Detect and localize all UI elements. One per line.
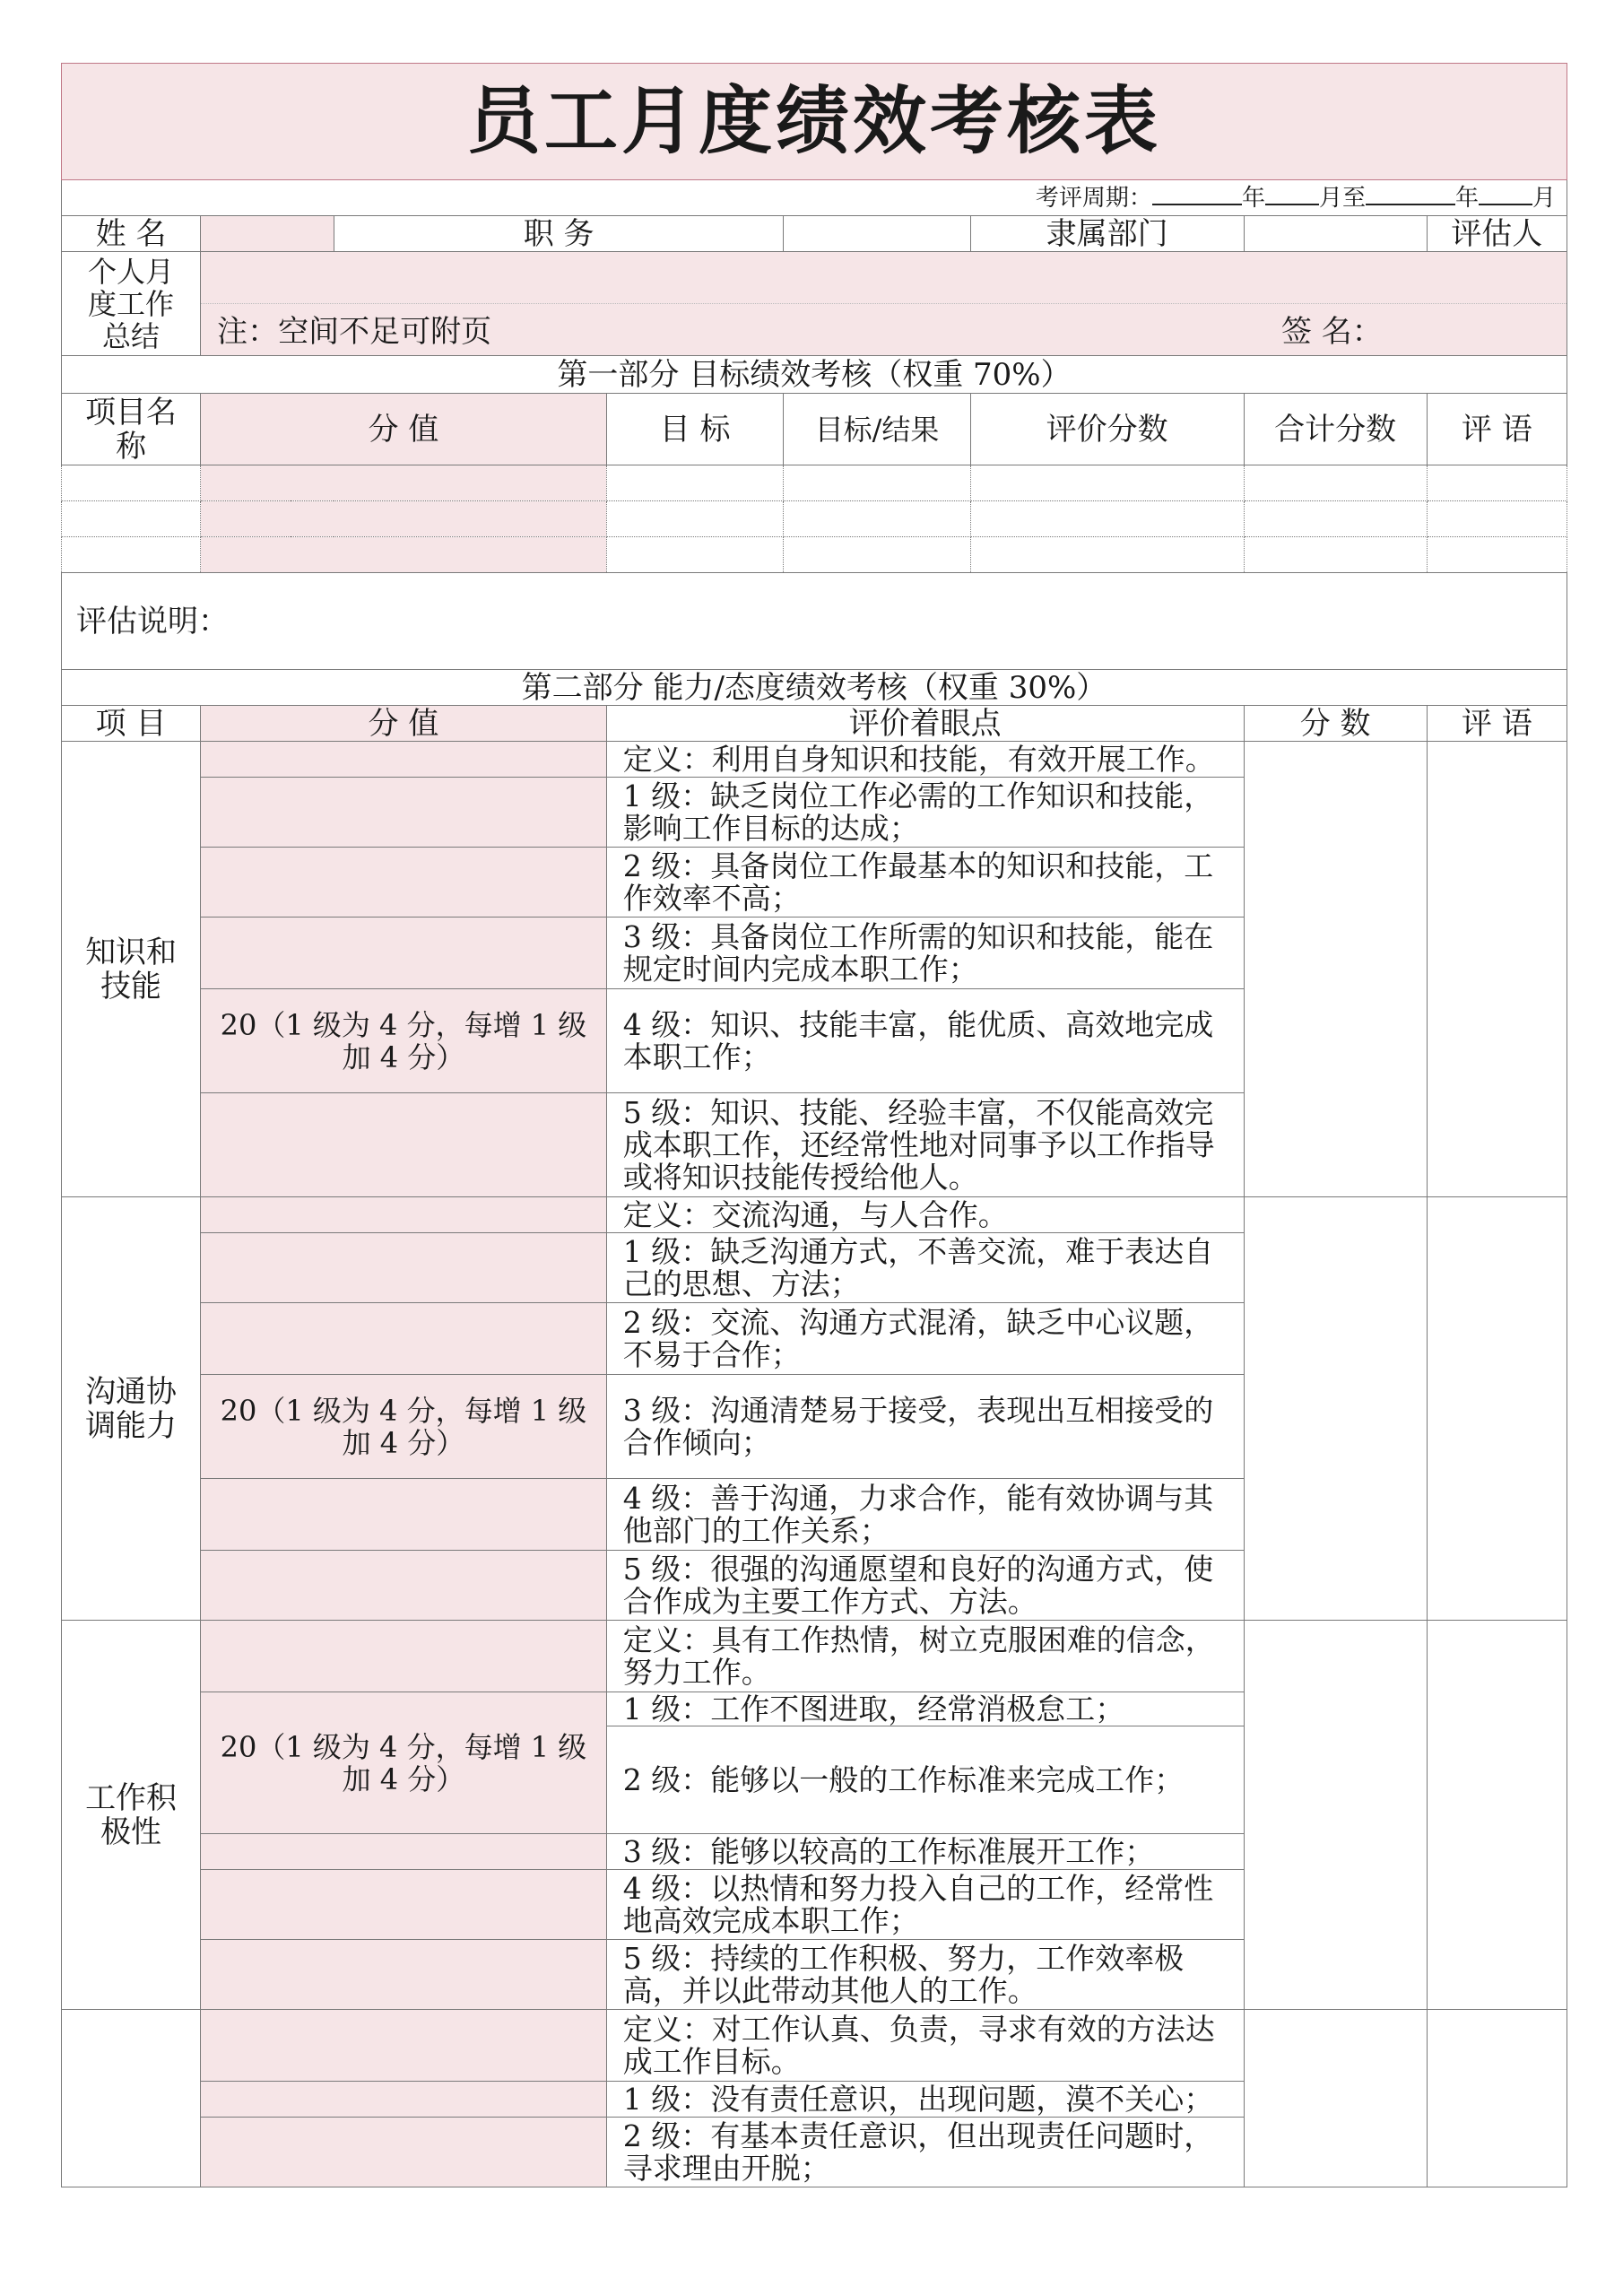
group-score: 20（1 级为 4 分，每增 1 级加 4 分） <box>201 1692 607 1834</box>
table-row[interactable] <box>62 501 1567 537</box>
focus-point: 3 级：能够以较高的工作标准展开工作； <box>606 1834 1244 1870</box>
col-target-result: 目标/结果 <box>784 394 970 465</box>
group-name: 沟通协调能力 <box>62 1197 201 1621</box>
month-to-label: 月至 <box>1318 184 1366 212</box>
year-label-2: 年 <box>1454 184 1479 212</box>
focus-point: 定义：具有工作热情，树立克服困难的信念，努力工作。 <box>606 1621 1244 1692</box>
col-total-score: 合计分数 <box>1244 394 1427 465</box>
group-score: 20（1 级为 4 分，每增 1 级加 4 分） <box>201 1375 607 1479</box>
period-line <box>62 180 1567 216</box>
p2-col-score-value: 分 值 <box>201 706 607 742</box>
comment-field[interactable] <box>1427 1197 1567 1621</box>
department-label: 隶属部门 <box>970 216 1244 252</box>
p2-col-item: 项 目 <box>62 706 201 742</box>
summary-field[interactable] <box>201 252 1567 356</box>
focus-point: 4 级：善于沟通，力求合作，能有效协调与其他部门的工作关系； <box>606 1479 1244 1551</box>
score-field[interactable] <box>1244 742 1427 1197</box>
start-month-blank[interactable] <box>1265 186 1319 205</box>
position-field[interactable] <box>784 216 970 252</box>
focus-point: 定义：利用自身知识和技能，有效开展工作。 <box>606 742 1244 778</box>
name-label: 姓 名 <box>62 216 201 252</box>
table-row[interactable] <box>62 537 1567 573</box>
focus-point: 2 级：具备岗位工作最基本的知识和技能，工作效率不高； <box>606 848 1244 918</box>
focus-point: 2 级：能够以一般的工作标准来完成工作； <box>606 1726 1244 1834</box>
focus-point: 4 级：知识、技能丰富，能优质、高效地完成本职工作； <box>606 989 1244 1093</box>
focus-point: 2 级：有基本责任意识，但出现责任问题时，寻求理由开脱； <box>606 2118 1244 2187</box>
year-label: 年 <box>1241 184 1265 212</box>
end-year-blank[interactable] <box>1366 186 1455 205</box>
form-table <box>61 63 1567 2187</box>
score-field[interactable] <box>1244 1197 1427 1621</box>
summary-label: 个人月度工作总结 <box>62 252 201 356</box>
focus-point: 1 级：缺乏岗位工作必需的工作知识和技能，影响工作目标的达成； <box>606 778 1244 848</box>
p2-col-focus: 评价着眼点 <box>606 706 1244 742</box>
period-label: 考评周期： <box>1035 184 1152 212</box>
explain-label: 评估说明： <box>76 603 229 639</box>
part1-title: 第一部分 目标绩效考核（权重 70%） <box>62 356 1567 394</box>
score-field[interactable] <box>1244 2010 1427 2187</box>
focus-point: 5 级：知识、技能、经验丰富，不仅能高效完成本职工作，还经常性地对同事予以工作指导或将知识技能传授给他人。 <box>606 1093 1244 1197</box>
table-row[interactable] <box>62 465 1567 501</box>
page-title: 员工月度绩效考核表 <box>62 64 1567 180</box>
focus-point: 5 级：很强的沟通愿望和良好的沟通方式，使合作成为主要工作方式、方法。 <box>606 1551 1244 1621</box>
position-label: 职 务 <box>334 216 784 252</box>
focus-point: 4 级：以热情和努力投入自己的工作，经常性地高效完成本职工作； <box>606 1870 1244 1940</box>
focus-point: 1 级：缺乏沟通方式，不善交流，难于表达自己的思想、方法； <box>606 1233 1244 1303</box>
signature-label: 签 名： <box>1281 314 1383 350</box>
summary-note: 注：空间不足可附页 <box>217 314 492 350</box>
col-target: 目 标 <box>606 394 784 465</box>
col-project-name: 项目名称 <box>62 394 201 465</box>
col-score-value: 分 值 <box>201 394 607 465</box>
appraisal-form <box>61 63 1567 2187</box>
end-month-blank[interactable] <box>1479 186 1532 205</box>
comment-field[interactable] <box>1427 742 1567 1197</box>
comment-field[interactable] <box>1427 2010 1567 2187</box>
col-eval-score: 评价分数 <box>970 394 1244 465</box>
focus-point: 定义：对工作认真、负责，寻求有效的方法达成工作目标。 <box>606 2010 1244 2082</box>
focus-point: 3 级：沟通清楚易于接受，表现出互相接受的合作倾向； <box>606 1375 1244 1479</box>
month-label: 月 <box>1532 184 1556 212</box>
p2-col-comment: 评 语 <box>1427 706 1567 742</box>
p2-col-score: 分 数 <box>1244 706 1427 742</box>
focus-point: 1 级：没有责任意识，出现问题，漠不关心； <box>606 2082 1244 2118</box>
assessment-explanation[interactable] <box>62 573 1567 670</box>
evaluator-label: 评估人 <box>1427 216 1567 252</box>
focus-point: 5 级：持续的工作积极、努力，工作效率极高，并以此带动其他人的工作。 <box>606 1940 1244 2010</box>
comment-field[interactable] <box>1427 1621 1567 2010</box>
group-name <box>62 2010 201 2187</box>
part2-title: 第二部分 能力/态度绩效考核（权重 30%） <box>62 670 1567 706</box>
focus-point: 2 级：交流、沟通方式混淆，缺乏中心议题，不易于合作； <box>606 1303 1244 1375</box>
col-comment: 评 语 <box>1427 394 1567 465</box>
start-year-blank[interactable] <box>1152 186 1242 205</box>
group-name: 知识和技能 <box>62 742 201 1197</box>
group-name: 工作积极性 <box>62 1621 201 2010</box>
score-field[interactable] <box>1244 1621 1427 2010</box>
focus-point: 1 级：工作不图进取，经常消极怠工； <box>606 1692 1244 1726</box>
name-field[interactable] <box>201 216 334 252</box>
department-field[interactable] <box>1244 216 1427 252</box>
focus-point: 3 级：具备岗位工作所需的知识和技能，能在规定时间内完成本职工作； <box>606 918 1244 989</box>
focus-point: 定义：交流沟通，与人合作。 <box>606 1197 1244 1233</box>
group-score: 20（1 级为 4 分，每增 1 级加 4 分） <box>201 989 607 1093</box>
